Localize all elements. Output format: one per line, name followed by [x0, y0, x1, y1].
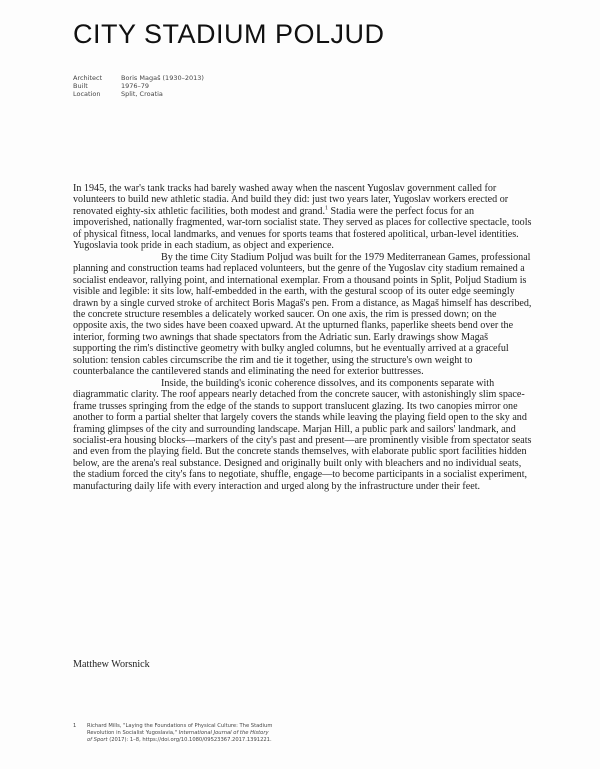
meta-label: Built — [73, 82, 88, 90]
footnote-citation: Richard Mills, "Laying the Foundations of Physical Culture: The Stadium Revolution in Socialist Yugoslavia," — [87, 723, 273, 736]
meta-row-location — [73, 90, 204, 98]
meta-row-architect — [73, 74, 204, 82]
footnote-number: 1 — [73, 723, 77, 729]
paragraph: Inside, the building's iconic coherence dissolves, and its components separate with diagrammatic clarity. The roof appears nearly detached from the concrete saucer, with astonishingly slim space-frame trusses springing from the edge of the stands to support translucent glazing. Its two canopies mirror one another to form a partial shelter that largely covers the stands while leaving the playing field open to the sky and framing glimpses of the city and surrounding landscape. Marjan Hill, a public park and sailors' landmark, and socialist-era housing blocks—markers of the city's past and present—are prominently visible from spectator seats and even from the playing field. But the concrete stands themselves, with elaborate public sport facilities hidden below, are the arena's real substance. Designed and originally built only with bleachers and no individual seats, the stadium forced the city's fans to negotiate, shuffle, engage—to become participants in a socialist experiment, manufacturing daily life with every interaction and urged along by the infrastructure under their feet. — [73, 377, 532, 492]
meta-value: Split, Croatia — [121, 90, 163, 98]
essay-body — [73, 183, 533, 492]
paragraph-text: Stadia were the perfect focus for an impoverished, nationally fragmented, war-torn socialist state. They served as places for collective spectacle, tools of physical fitness, local landmarks, and venues for sports teams that fostered apolitical, urban-level identities. Yugoslavia took pride in each stadium, as object and experience. — [73, 205, 532, 252]
paragraph: By the time City Stadium Poljud was built for the 1979 Mediterranean Games, professional planning and construction teams had replaced volunteers, but the genre of the Yugoslav city stadium remained a socialist endeavor, rallying point, and international exemplar. From a thousand points in Split, Poljud Stadium is visible and legible: it sits low, half-embedded in the earth, with the gestural scoop of its outer edge seemingly drawn by a single curved stroke of architect Boris Magaš's pen. From a distance, as Magaš himself has described, the concrete structure resembles a delicately worked saucer. On one axis, the rim is pressed down; on the opposite axis, the two sides have been coaxed upward. At the upturned flanks, paperlike sheets bend over the interior, forming two awnings that shade spectators from the Adriatic sun. Early drawings show Magaš supporting the rim's distinctive geometry with bulky angled columns, but he eventually arrived at a graceful solution: tension cables circumscribe the rim and tie it together, using the structure's own weight to counterbalance the cantilevered stands and eliminating the need for exterior buttresses. — [73, 251, 532, 378]
footnote-marker: 1 — [325, 205, 328, 212]
meta-label: Location — [73, 90, 101, 98]
meta-row-built — [73, 82, 204, 90]
meta-value: Boris Magaš (1930–2013) — [121, 74, 204, 82]
paragraph-text: In 1945, the war's tank tracks had barely washed away when the nascent Yugoslav government called for volunteers to build new athletic stadia. And build they did: just two years later, Yugoslav workers erected or renovated eighty-six athletic facilities, both modest and grand. — [73, 183, 509, 217]
footnote-journal: International Journal of the History of Sport — [87, 730, 269, 743]
meta-label: Architect — [73, 74, 103, 82]
author-name: Matthew Worsnick — [73, 659, 150, 670]
footnote-reference: (2017): 1–8, https://doi.org/10.1080/09523367.2017.1391221. — [107, 737, 272, 743]
footnote — [73, 723, 273, 744]
meta-value: 1976–79 — [121, 82, 150, 90]
page-title: CITY STADIUM POLJUD — [73, 19, 385, 49]
project-info — [73, 74, 204, 98]
footnote-text — [87, 723, 273, 744]
paragraph — [73, 183, 533, 252]
